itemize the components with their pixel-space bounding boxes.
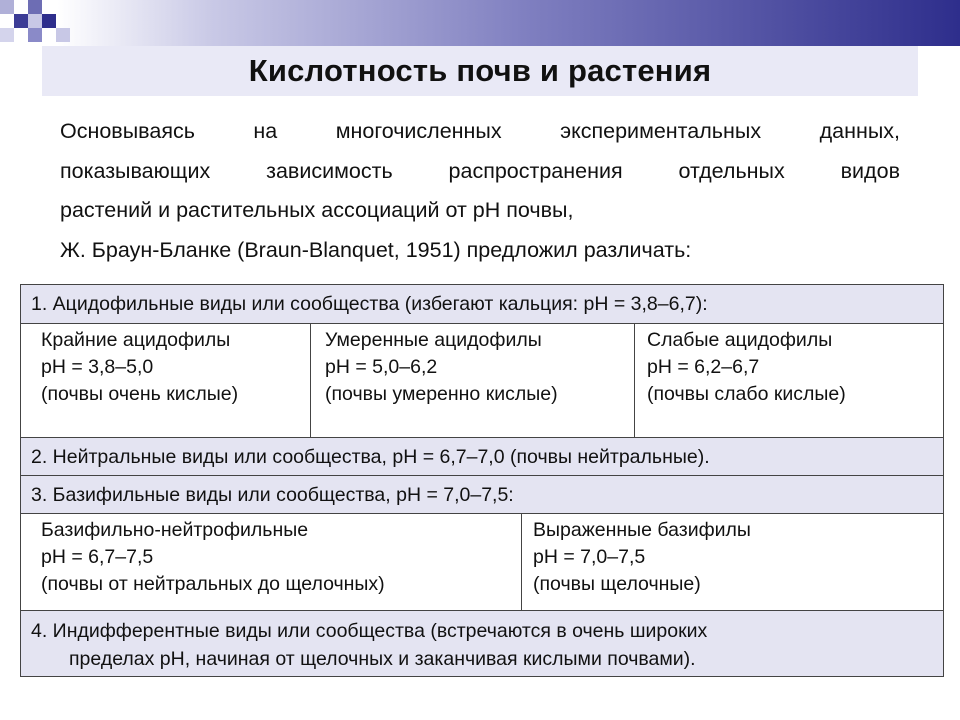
subtype-name: Крайние ацидофилы [41,329,231,351]
subtype-cell [521,514,941,610]
subtype-cell [21,324,310,437]
subtype-note: (почвы очень кислые) [41,383,239,405]
decor-square [0,14,14,28]
subtype-ph: рН = 5,0–6,2 [325,356,438,378]
group4-line: пределах рН, начиная от щелочных и заканчивая кислыми почвами). [69,648,696,670]
decor-square [28,14,42,28]
group4-row [21,611,943,676]
classification-table [20,284,944,677]
group4-line: 4. Индифферентные виды или сообщества (встречаются в очень широких [31,620,708,642]
decor-square [42,14,56,28]
subtype-cell [634,324,941,437]
intro-line: Ж. Браун-Бланке (Braun-Blanquet, 1951) предложил различать: [60,237,692,262]
subtype-ph: рН = 3,8–5,0 [41,356,154,378]
intro-line: показывающих зависимость распространения отдельных видов [60,158,900,183]
subtype-cell [21,514,521,610]
decor-square [14,14,28,28]
decor-square [56,28,70,42]
decor-square [28,28,42,42]
intro-line: растений и растительных ассоциаций от рН почвы, [60,198,574,222]
decor-square [0,28,14,42]
subtype-ph: рН = 7,0–7,5 [533,546,646,568]
group2-header: 2. Нейтральные виды или сообщества, рН = 6,7–7,0 (почвы нейтральные). [21,438,943,476]
intro-paragraph [60,112,900,270]
intro-line: Основываясь на многочисленных экспериментальных данных, [60,119,900,143]
decor-square [14,0,28,14]
subtype-note: (почвы умеренно кислые) [325,383,558,405]
group3-header: 3. Базифильные виды или сообщества, рН = 7,0–7,5: [21,476,943,514]
subtype-name: Умеренные ацидофилы [325,329,542,351]
subtype-ph: рН = 6,2–6,7 [647,356,760,378]
subtype-cell [310,324,634,437]
title-box [42,46,918,96]
subtype-name: Базифильно-нейтрофильные [41,519,309,541]
subtype-note: (почвы щелочные) [533,573,701,595]
subtype-name: Слабые ацидофилы [647,329,833,351]
header-band [0,0,960,46]
decor-square [0,0,14,14]
group3-subtypes [21,514,943,611]
decor-square [28,0,42,14]
subtype-note: (почвы слабо кислые) [647,383,846,405]
group1-header: 1. Ацидофильные виды или сообщества (избегают кальция: рН = 3,8–6,7): [21,285,943,324]
page-title: Кислотность почв и растения [248,53,712,88]
subtype-note: (почвы от нейтральных до щелочных) [41,573,385,595]
subtype-ph: рН = 6,7–7,5 [41,546,154,568]
subtype-name: Выраженные базифилы [533,519,751,541]
group1-subtypes [21,324,943,438]
